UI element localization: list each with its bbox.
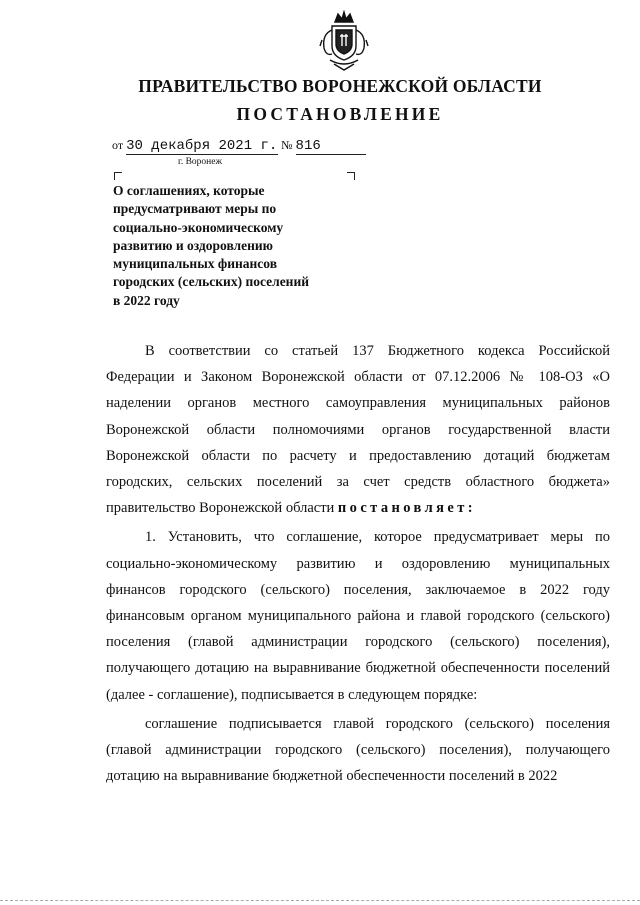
- subject-line: в 2022 году: [113, 292, 180, 308]
- subject-line: развитию и оздоровлению: [113, 237, 273, 253]
- document-date: 30 декабря 2021 г.: [126, 138, 278, 154]
- preamble-text: В соответствии со статьей 137 Бюджетного кодекса Российской Федерации и Законом Воронежской области от 07.12.2006 № 108-ОЗ «О наделении органов местного самоуправления муниципальных районов Воронежской области полномочиями органов государственной власти Воронежской области по расчету и предоставлению дотаций бюджетам городских, сельских поселений за счет средств областного бюджета» правительство Воронежской области: [106, 343, 610, 517]
- coat-of-arms-icon: [318, 10, 370, 72]
- page-edge: [0, 900, 640, 903]
- document-type: ПОСТАНОВЛЕНИЕ: [236, 104, 444, 124]
- resolves-keyword: постановляет:: [337, 500, 476, 517]
- subject-line: социально-экономическому: [113, 219, 284, 235]
- document-body: [106, 338, 610, 789]
- item-1-text-paragraph: соглашение подписывается главой городского (сельского) поселения (главой администрации городского (сельского) поселения), получающего дотацию на выравнивание бюджетной обеспеченности поселений в 2022: [106, 715, 610, 785]
- item-1-paragraph: 1. Установить, что соглашение, которое предусматривает меры по социально-экономическому развитию и оздоровлению муниципальных финансов городского (сельского) поселения, заключаемое в 2022 году финансовым органом муниципального района и главой городского (сельского) поселения (главой администрации городского (сельского) поселения), получающего дотацию на выравнивание бюджетной обеспеченности поселений (далее - соглашение), подписывается в следующем порядке:: [106, 529, 610, 703]
- number-label: №: [281, 138, 293, 152]
- government-title: ПРАВИТЕЛЬСТВО ВОРОНЕЖСКОЙ ОБЛАСТИ: [138, 76, 542, 96]
- subject-line: предусматривают меры по: [113, 201, 277, 217]
- preamble-paragraph: [106, 338, 610, 521]
- subject-line: муниципальных финансов: [113, 256, 277, 272]
- subject-line: О соглашениях, которые: [113, 183, 265, 198]
- document-number: 816: [296, 139, 366, 155]
- from-label: от: [112, 138, 124, 152]
- subject-bracket-right: [347, 172, 355, 180]
- document-place: г. Воронеж: [178, 157, 223, 167]
- subject-bracket-left: [114, 172, 122, 180]
- subject-line: городских (сельских) поселений: [113, 274, 310, 290]
- document-subject: [113, 182, 373, 310]
- registration-line: [112, 138, 366, 155]
